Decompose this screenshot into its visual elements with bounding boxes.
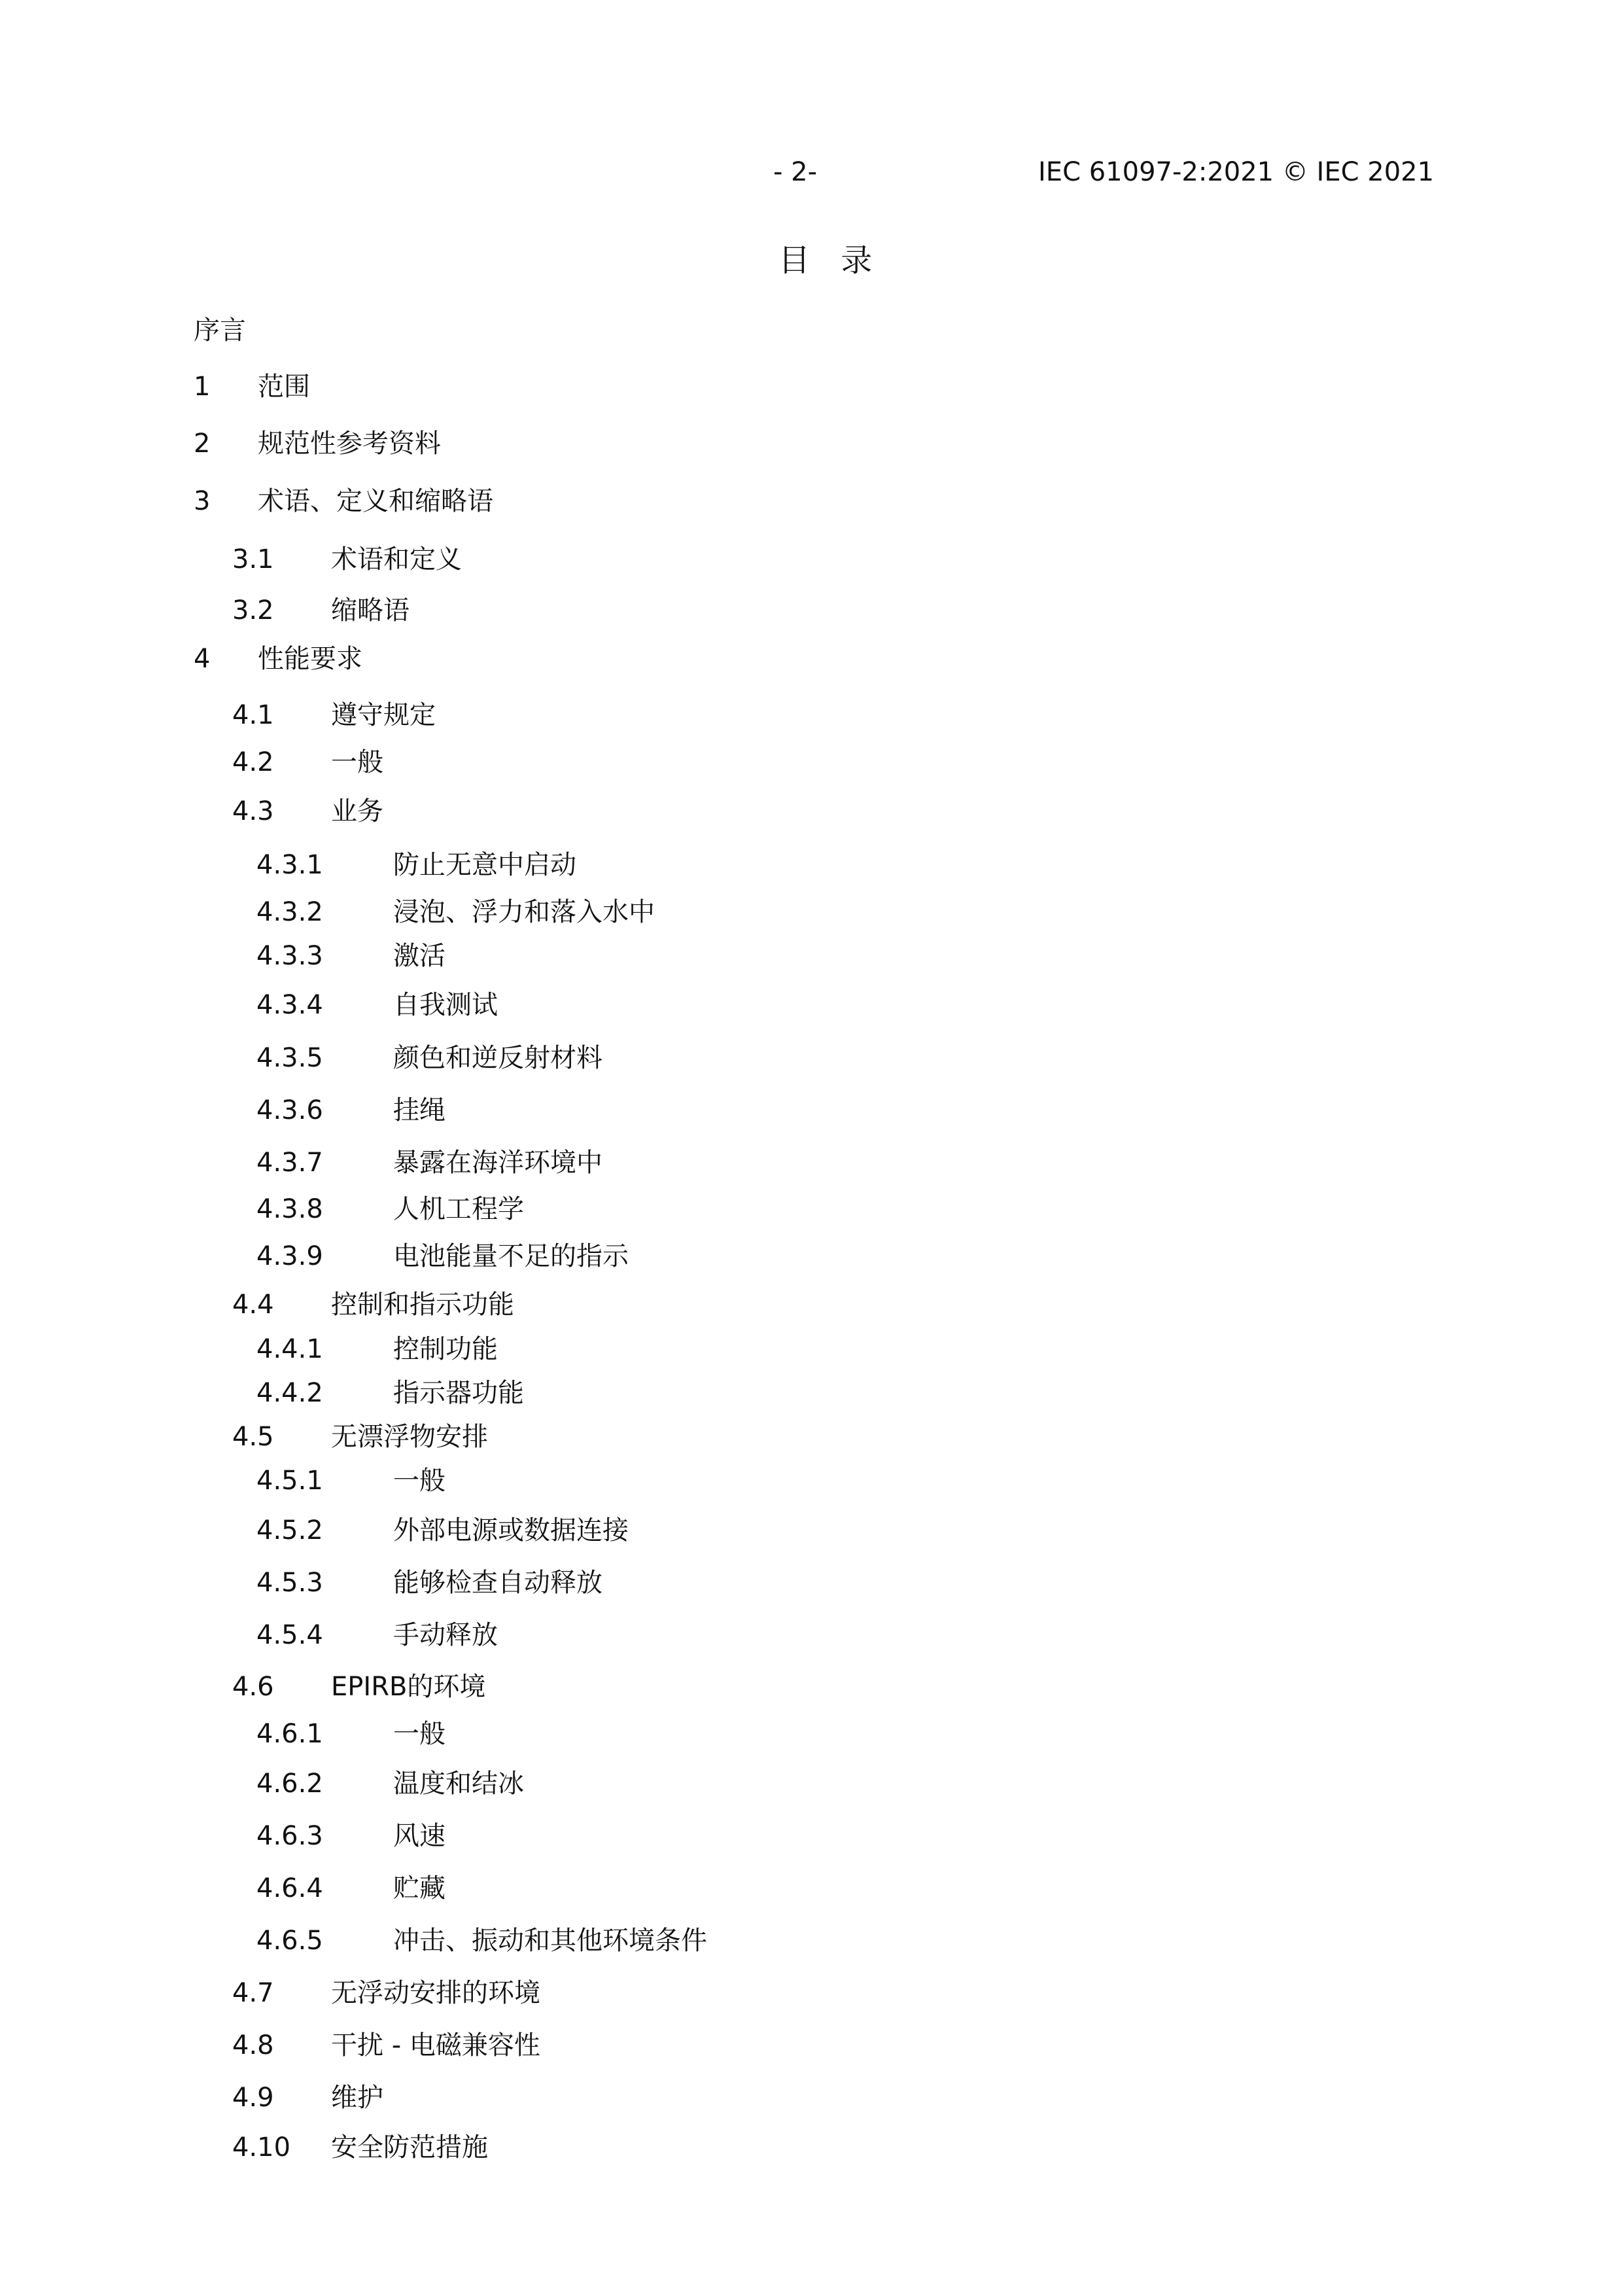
toc-entry-number: 4.5.1 <box>256 1466 323 1496</box>
toc-entry-number: 4.6.1 <box>256 1719 323 1749</box>
toc-entry-number: 4.3.5 <box>256 1043 323 1073</box>
toc-entry-title: 暴露在海洋环境中 <box>393 1148 602 1178</box>
toc-entry-title: 自我测试 <box>393 990 498 1020</box>
toc-entry-number: 4.5.4 <box>256 1620 323 1650</box>
toc-entry-title: 一般 <box>393 1719 445 1749</box>
toc-entry-title: 浸泡、浮力和落入水中 <box>393 897 655 927</box>
toc-entry-number: 3 <box>194 486 211 516</box>
toc-title: 目 录 <box>778 242 883 279</box>
toc-entry-number: 4.3.9 <box>256 1241 323 1271</box>
toc-entry-number: 4.3.4 <box>256 990 323 1020</box>
toc-entry-number: 4.5.3 <box>256 1568 323 1598</box>
toc-entry-title: 性能要求 <box>258 644 362 674</box>
toc-entry-number: 4.5 <box>232 1422 274 1452</box>
toc-entry-title: 防止无意中启动 <box>393 850 576 880</box>
toc-entry-number: 4.6.3 <box>256 1821 323 1851</box>
toc-entry-title: 手动释放 <box>393 1620 498 1650</box>
toc-entry-number: 4.3.2 <box>256 897 323 927</box>
toc-entry-number: 4.3.6 <box>256 1095 323 1125</box>
toc-entry-title: 冲击、振动和其他环境条件 <box>393 1926 707 1956</box>
toc-entry-title: 业务 <box>331 796 383 826</box>
toc-entry-title: 无浮动安排的环境 <box>331 1978 540 2008</box>
toc-entry-title: EPIRB的环境 <box>331 1672 486 1702</box>
toc-entry-number: 4.6.4 <box>256 1873 323 1903</box>
toc-entry-title: 控制功能 <box>393 1334 498 1364</box>
toc-entry-title: 指示器功能 <box>393 1378 524 1408</box>
toc-entry-title: 能够检查自动释放 <box>393 1568 602 1598</box>
toc-entry-number: 4.3 <box>232 796 274 826</box>
toc-entry-title: 电池能量不足的指示 <box>393 1241 629 1271</box>
toc-entry-number: 4.1 <box>232 700 274 730</box>
toc-entry-title: 风速 <box>393 1821 445 1851</box>
toc-entry-title: 缩略语 <box>331 595 410 626</box>
toc-entry-number: 4.2 <box>232 747 274 777</box>
toc-entry-number: 4.3.1 <box>256 850 323 880</box>
toc-entry-title: 激活 <box>393 941 445 971</box>
toc-entry-number: 4.6.5 <box>256 1926 323 1956</box>
standard-reference: IEC 61097-2:2021 © IEC 2021 <box>1038 157 1435 187</box>
toc-entry-title: 术语、定义和缩略语 <box>258 486 493 516</box>
page-number: - 2- <box>773 157 818 187</box>
toc-entry-number: 4.4 <box>232 1290 274 1320</box>
toc-entry-number: 4.4.1 <box>256 1334 323 1364</box>
toc-entry-title: 干扰 - 电磁兼容性 <box>331 2030 540 2060</box>
toc-entry-number: 4.5.2 <box>256 1515 323 1545</box>
toc-entry-title: 无漂浮物安排 <box>331 1422 488 1452</box>
toc-entry-title: 挂绳 <box>393 1095 445 1125</box>
toc-entry-number: 4.6 <box>232 1672 274 1702</box>
toc-entry-number: 3.2 <box>232 595 274 626</box>
toc-entry-title: 维护 <box>331 2083 383 2113</box>
toc-entry-number: 4.7 <box>232 1978 274 2008</box>
toc-entry-number: 4.6.2 <box>256 1769 323 1799</box>
toc-entry-number: 4.10 <box>232 2132 291 2163</box>
toc-entry-title: 贮藏 <box>393 1873 445 1903</box>
toc-entry-title: 安全防范措施 <box>331 2132 488 2163</box>
toc-entry-title: 颜色和逆反射材料 <box>393 1043 602 1073</box>
toc-entry-title: 温度和结冰 <box>393 1769 524 1799</box>
toc-entry-title: 规范性参考资料 <box>258 429 441 459</box>
toc-entry-number: 4.3.8 <box>256 1194 323 1224</box>
toc-entry-number: 3.1 <box>232 544 274 574</box>
toc-entry-title: 控制和指示功能 <box>331 1290 514 1320</box>
toc-entry-number: 4 <box>194 644 211 674</box>
toc-entry-number: 4.8 <box>232 2030 274 2060</box>
toc-entry-title: 人机工程学 <box>393 1194 524 1224</box>
toc-entry-title: 序言 <box>194 315 246 345</box>
toc-entry-number: 4.3.3 <box>256 941 323 971</box>
toc-entry-title: 外部电源或数据连接 <box>393 1515 629 1545</box>
toc-entry-number: 4.3.7 <box>256 1148 323 1178</box>
toc-entry-number: 1 <box>194 372 211 402</box>
toc-entry-title: 一般 <box>393 1466 445 1496</box>
toc-entry-title: 遵守规定 <box>331 700 436 730</box>
toc-entry-number: 4.9 <box>232 2083 274 2113</box>
toc-entry-number: 2 <box>194 429 211 459</box>
toc-entry-title: 一般 <box>331 747 383 777</box>
toc-entry-number: 4.4.2 <box>256 1378 323 1408</box>
toc-entry-title: 范围 <box>258 372 310 402</box>
toc-entry-title: 术语和定义 <box>331 544 462 574</box>
